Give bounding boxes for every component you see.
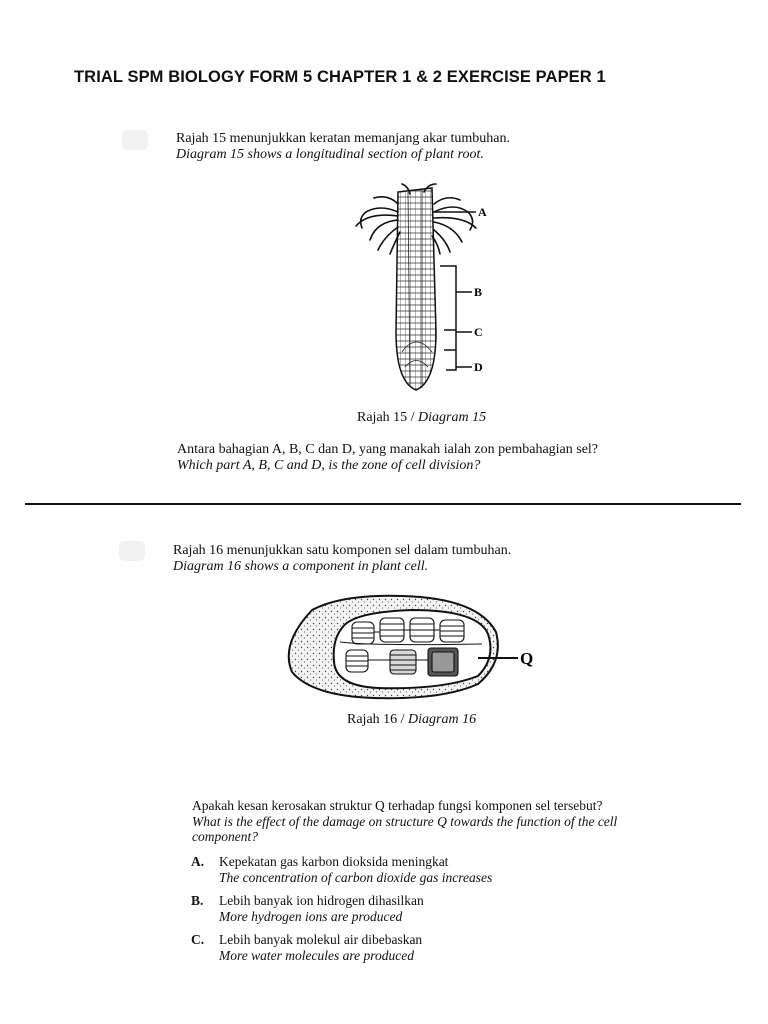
page-title: TRIAL SPM BIOLOGY FORM 5 CHAPTER 1 & 2 EXERCISE PAPER 1 (74, 68, 606, 86)
section-divider (25, 503, 741, 505)
q15-question-malay: Antara bahagian A, B, C dan D, yang manakah ialah zon pembahagian sel? (177, 442, 599, 457)
label-q: Q (520, 649, 534, 668)
chloroplast-diagram (282, 592, 552, 704)
option-key: B. (191, 893, 204, 908)
option-malay: Lebih banyak ion hidrogen dihasilkan (219, 893, 424, 908)
q15-question-english: Which part A, B, C and D, is the zone of cell division? (177, 458, 481, 473)
q16-question-english-line2: component? (192, 829, 258, 844)
caption-malay: Rajah 16 / (347, 712, 409, 727)
root-body (396, 188, 436, 390)
plant-root-diagram (350, 182, 510, 397)
option-malay: Kepekatan gas karbon dioksida meningkat (219, 854, 449, 869)
q15-intro-english: Diagram 15 shows a longitudinal section of plant root. (176, 147, 484, 162)
q16-intro-english: Diagram 16 shows a component in plant cell. (173, 559, 429, 574)
q16-question-english-line1: What is the effect of the damage on structure Q towards the function of the cell (192, 813, 618, 829)
label-b: B (474, 285, 483, 299)
label-a: A (478, 205, 487, 219)
q16-question-malay: Apakah kesan kerosakan struktur Q terhadap fungsi komponen sel tersebut? (192, 798, 603, 813)
label-c: C (474, 325, 483, 339)
label-d: D (474, 360, 483, 374)
option-key: A. (191, 854, 205, 869)
option-english: More water molecules are produced (219, 948, 414, 963)
question-number-mark (119, 541, 145, 561)
question-16-intro (173, 543, 511, 575)
caption-malay: Rajah 15 / (357, 410, 419, 425)
q16-intro-malay: Rajah 16 menunjukkan satu komponen sel dalam tumbuhan. (173, 543, 512, 558)
question-number-mark (122, 130, 148, 150)
diagram-15-caption (357, 410, 486, 426)
question-15-text (177, 442, 598, 474)
question-15-intro (176, 131, 510, 163)
option-b[interactable] (191, 893, 492, 925)
option-english: The concentration of carbon dioxide gas increases (219, 870, 493, 885)
answer-options (191, 854, 492, 971)
diagram-16-caption (347, 712, 476, 728)
option-c[interactable] (191, 932, 492, 964)
caption-english: Diagram 16 (408, 712, 477, 727)
caption-english: Diagram 15 (418, 410, 487, 425)
option-key: C. (191, 932, 205, 947)
question-16-text (192, 798, 617, 845)
option-a[interactable] (191, 854, 492, 886)
option-english: More hydrogen ions are produced (219, 909, 403, 924)
option-malay: Lebih banyak molekul air dibebaskan (219, 932, 423, 947)
q15-intro-malay: Rajah 15 menunjukkan keratan memanjang akar tumbuhan. (176, 131, 510, 146)
